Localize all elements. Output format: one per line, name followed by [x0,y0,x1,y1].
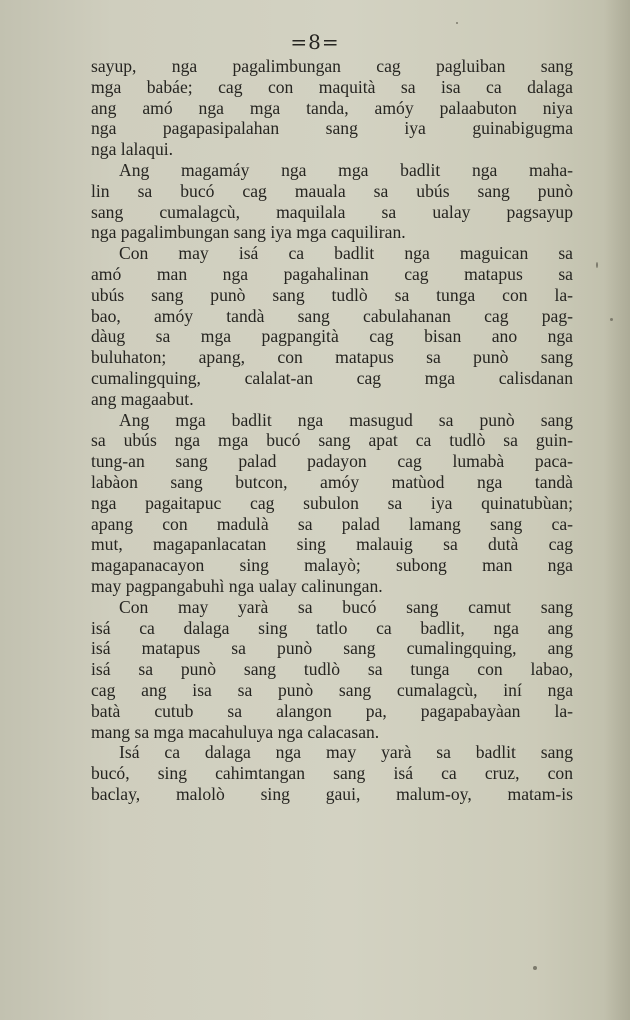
text-line: ubús sang punò sang tudlò sa tunga con la- [91,284,573,305]
page-number: =8= [290,30,340,54]
text-line: isá matapus sa punò sang cumalingquing, ang [91,638,573,659]
text-line: ang magaabut. [91,388,194,409]
paper-speck [456,22,458,24]
text-line: sa ubús nga mga bucó sang apat ca tudlò sa guin- [91,430,573,451]
text-line: dàug sa mga pagpangità cag bisan ano nga [91,326,573,347]
text-line: batà cutub sa alangon pa, pagapabayàan la- [91,700,573,721]
text-line: apang con madulà sa palad lamang sang ca- [91,513,573,534]
text-line: nga pagalimbungan sang iya mga caquiliran. [91,222,406,243]
text-line: cumalingquing, calalat-an cag mga calisdanan [91,367,573,388]
body-text [91,56,573,805]
text-line: isá sa punò sang tudlò sa tunga con labao, [91,659,573,680]
text-line: sayup, nga pagalimbungan cag pagluiban sang [91,56,573,76]
text-line: Con may yarà sa bucó sang camut sang [119,596,573,617]
paper-speck [533,966,537,970]
text-line: Ang mga badlit nga masugud sa punò sang [119,409,573,430]
text-line: Isá ca dalaga nga may yarà sa badlit sang [119,742,573,763]
text-line: bao, amóy tandà sang cabulahanan cag pag- [91,305,573,326]
text-line: cag ang isa sa punò sang cumalagcù, iní nga [91,679,573,700]
text-line: tung-an sang palad padayon cag lumabà paca- [91,451,573,472]
text-line: nga pagapasipalahan sang iya guinabigugma [91,118,573,139]
text-line: Ang magamáy nga mga badlit nga maha- [119,159,573,180]
page-fold-shadow [604,0,630,1020]
text-line: ang amó nga mga tanda, amóy palaabuton niya [91,97,573,118]
text-line: may pagpangabuhì nga ualay calinungan. [91,575,383,596]
text-line: mang sa mga macahuluya nga calacasan. [91,721,380,742]
text-line: labàon sang butcon, amóy matùod nga tandà [91,471,573,492]
text-line: Con may isá ca badlit nga maguican sa [119,243,573,264]
text-line: baclay, malolò sing gaui, malum-oy, matam-is [91,783,573,804]
text-line: isá ca dalaga sing tatlo ca badlit, nga ang [91,617,573,638]
text-line: buluhaton; apang, con matapus sa punò sang [91,347,573,368]
text-line: mga babáe; cag con maquità sa isa ca dalaga [91,76,573,97]
text-line: nga lalaqui. [91,139,174,160]
text-line: magapanacayon sing malayò; subong man nga [91,555,573,576]
text-line: lin sa bucó cag mauala sa ubús sang punò [91,180,573,201]
text-line: sang cumalagcù, maquilala sa ualay pagsayup [91,201,573,222]
text-line: bucó, sing cahimtangan sang isá ca cruz, con [91,763,573,784]
text-line: nga pagaitapuc cag subulon sa iya quinatubùan; [91,492,573,513]
text-line: mut, magapanlacatan sing malauig sa dutà cag [91,534,573,555]
paper-speck [596,262,598,268]
text-line: amó man nga pagahalinan cag matapus sa [91,263,573,284]
paper-speck [610,318,613,321]
